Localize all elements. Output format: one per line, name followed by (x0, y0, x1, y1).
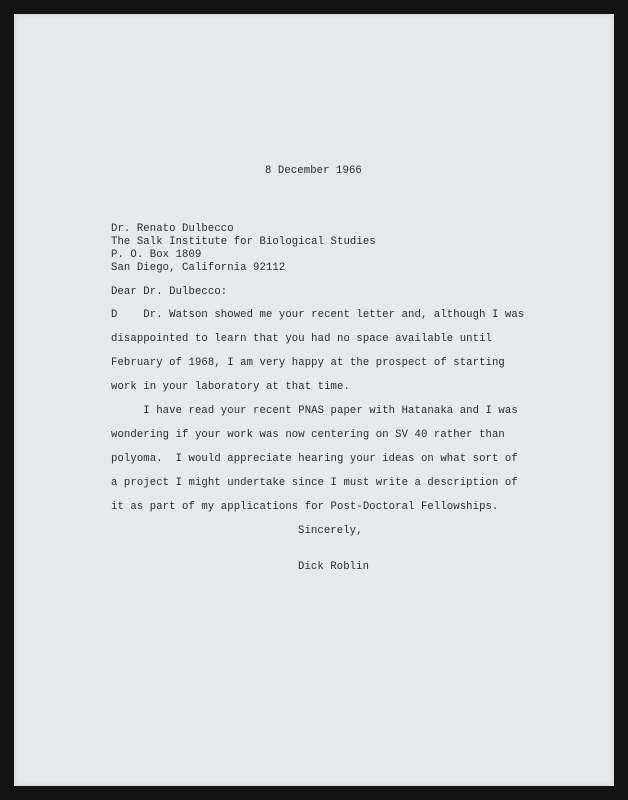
letter-page (14, 14, 614, 786)
recipient-name: Dr. Renato Dulbecco (111, 223, 234, 235)
recipient-city: San Diego, California 92112 (111, 262, 286, 274)
signature-name: Dick Roblin (298, 561, 370, 573)
paragraph-2-line: a project I might undertake since I must write a description of (111, 477, 518, 489)
letter-date: 8 December 1966 (265, 165, 362, 177)
paragraph-2-line: wondering if your work was now centering on SV 40 rather than (111, 429, 505, 441)
paragraph-2-line: I have read your recent PNAS paper with Hatanaka and I was (111, 405, 518, 417)
paragraph-1-line: D Dr. Watson showed me your recent letter and, although I was (111, 309, 525, 321)
salutation: Dear Dr. Dulbecco: (111, 286, 228, 298)
paragraph-1-line: February of 1968, I am very happy at the prospect of starting (111, 357, 505, 369)
recipient-po-box: P. O. Box 1809 (111, 249, 202, 261)
paragraph-1-line: disappointed to learn that you had no space available until (111, 333, 492, 345)
closing: Sincerely, (298, 525, 363, 537)
paragraph-2-line: it as part of my applications for Post-Doctoral Fellowships. (111, 501, 499, 513)
paragraph-1-line: work in your laboratory at that time. (111, 381, 350, 393)
paragraph-2-line: polyoma. I would appreciate hearing your ideas on what sort of (111, 453, 518, 465)
recipient-institution: The Salk Institute for Biological Studies (111, 236, 376, 248)
